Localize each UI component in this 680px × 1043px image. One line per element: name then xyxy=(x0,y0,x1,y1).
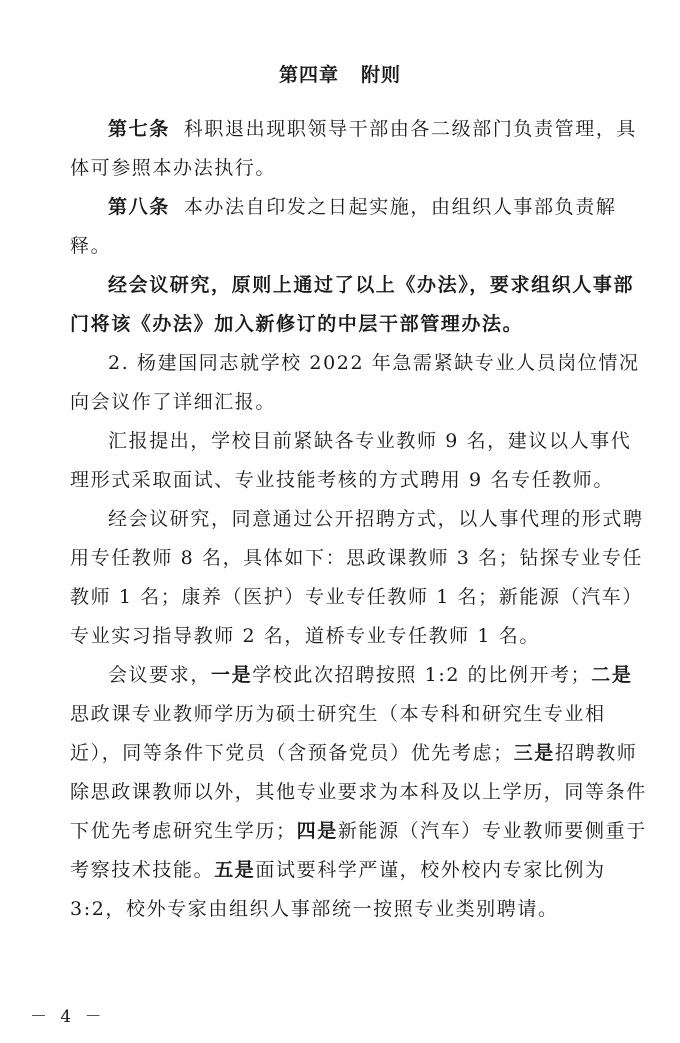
article-seven xyxy=(70,110,650,188)
requirement-two-label: 二是 xyxy=(591,664,633,686)
page-number: － 4 － xyxy=(30,1007,106,1027)
article-eight-label: 第八条 xyxy=(108,196,170,218)
document-body xyxy=(70,110,650,929)
item2-report-paragraph: 汇报提出，学校目前紧缺各专业教师 9 名，建议以人事代理形式采取面试、专业技能考核的方式聘用 9 名专任教师。 xyxy=(70,430,632,491)
requirement-four-label: 四是 xyxy=(296,820,338,842)
resolution-paragraph: 经会议研究，原则上通过了以上《办法》，要求组织人事部门将该《办法》加入新修订的中层干部管理办法。 xyxy=(70,274,635,335)
requirement-two-text: 思政课专业教师学历为硕士研究生（本专科和研究生专业相近），同等条件下党员（含预备党员）优先考虑； xyxy=(70,703,606,764)
requirements-paragraph xyxy=(70,656,650,929)
chapter-name: 附则 xyxy=(361,64,402,86)
chapter-number: 第四章 xyxy=(278,64,339,86)
item2-intro-paragraph: 2. 杨建国同志就学校 2022 年急需紧缺专业人员岗位情况向会议作了详细汇报。 xyxy=(70,352,640,413)
requirement-five-label: 五是 xyxy=(214,859,256,881)
article-seven-label: 第七条 xyxy=(108,118,170,140)
article-seven-text: 科职退出现职领导干部由各二级部门负责管理，具体可参照本办法执行。 xyxy=(70,118,638,179)
requirements-lead: 会议要求， xyxy=(108,664,212,686)
item2-decision-paragraph: 经会议研究，同意通过公开招聘方式，以人事代理的形式聘用专任教师 8 名，具体如下：思政课教师 3 名；钻探专业专任教师 1 名；康养（医护）专业专任教师 1 名；新能源（汽车）专业实习指导教师 2 名，道桥专业专任教师 1 名。 xyxy=(70,508,644,647)
requirement-four-text: 新能源（汽车）专业教师要侧重于考察技术技能。 xyxy=(70,820,647,881)
requirement-three-label: 三是 xyxy=(513,742,555,764)
requirement-one-label: 一是 xyxy=(211,664,253,686)
article-eight xyxy=(70,188,650,266)
chapter-title xyxy=(0,60,680,87)
requirement-three-text: 招聘教师除思政课教师以外，其他专业要求为本科及以上学历，同等条件下优先考虑研究生学历； xyxy=(70,742,647,842)
article-eight-text: 本办法自印发之日起实施，由组织人事部负责解释。 xyxy=(70,196,617,257)
requirement-five-text: 面试要科学严谨，校外校内专家比例为 3:2，校外专家由组织人事部统一按照专业类别聘请。 xyxy=(70,859,606,920)
requirement-one-text: 学校此次招聘按照 1:2 的比例开考； xyxy=(252,664,592,686)
